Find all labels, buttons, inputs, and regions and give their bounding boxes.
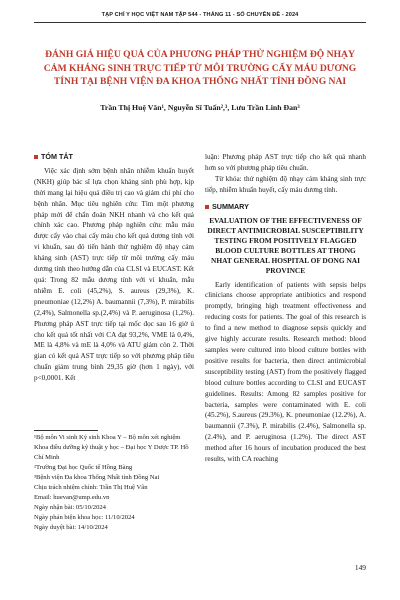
review-date: Ngày phản biện khoa học: 11/10/2024 [34, 514, 135, 521]
footnote-affiliation-2: ²Trường Đại học Quốc tế Hồng Bàng [34, 464, 133, 471]
abstract-heading: TÓM TẮT [34, 152, 194, 163]
english-title: EVALUATION OF THE EFFECTIVENESS OF DIRECT ANTIMICROBIAL SUSCEPTIBILITY TESTING FROM POSITIVELY FLAGGED BLOOD CULTURE BOTTLES AT THONG NHAT GENERAL HOSPITAL OF DONG NAI PROVINCE [207, 215, 364, 275]
summary-heading: SUMMARY [205, 202, 366, 213]
footnote-affiliation-1: ¹Bộ môn Vi sinh Ký sinh Khoa Y – Bộ môn xét nghiệm Khoa điều dưỡng kỹ thuật y học – Đại học Y Dược TP. Hồ Chí Minh [34, 434, 189, 461]
right-column [205, 152, 366, 465]
abstract-en-text: Early identification of patients with sepsis helps clinicians choose appropriate antibiotics and respond promptly, bringing high treatment effectiveness and reducing costs for patients. The goal of this research is to find a new method to diagnose sepsis quickly and give highly accurate results. Research method: blood samples were cultured into blood culture bottles with positive results for bacteria, then direct antimicrobial susceptibility testing (AST) from the positively flagged blood culture bottles according to CLSI and EUCAST guidelines. Results: Among 82 samples positive for bacteria, samples were contaminated with E. coli (45.2%), S.aureus (29.3%), K. pneumoniae (12.2%), A. baumannii (7.3%), P. mirabilis (2.4%), Salmonella sp. (2.4%), and P. aeruginosa (1.2%). The direct AST method after 16 hours of incubation produced the best results, with CA reaching [205, 280, 366, 464]
abstract-vi-text: Việc xác định sớm bệnh nhân nhiễm khuẩn huyết (NKH) giúp bác sĩ lựa chọn kháng sinh phù hợp, kịp thời mang lại hiệu quả điều trị cao và giảm chi phí cho bệnh nhân. Mục tiêu nghiên cứu: Tìm một phương pháp mới để chẩn đoán NKH nhanh và cho kết quả chính xác cao. Phương pháp nghiên cứu: mẫu máu được cấy vào chai cấy máu cho kết quả dương tính với vi khuẩn, sau đó tiến hành thử nghiệm độ nhạy cảm kháng sinh (AST) trực tiếp từ môi trường cấy máu dương tính theo hướng dẫn của CLSI và EUCAST. Kết quả: Trong 82 mẫu dương tính với vi khuẩn, mẫu nhiễm E. coli (45,2%), S. aureus (29,3%), K. pneumoniae (12,2%) A. baumannii (7,3%), P. mirabilis (2,4%), Salmonella sp.(2,4%) và P. aeruginosa (1,2%). Phương pháp AST trực tiếp tại mốc đọc sau 16 giờ ủ cho kết quả tốt nhất với CA đạt 93,2%, VME là 0,4%, ME là 4,8% và mE là 4,0% và ATU giảm còn 2. Thời gian có kết quả AST trực tiếp so với phương pháp tiêu chuẩn giảm trung bình 29,35 giờ (hơn 1 ngày), với p<0,0001. Kết [34, 166, 194, 383]
corresponding-author: Chịu trách nhiệm chính: Trần Thị Huệ Vân [34, 484, 148, 491]
article-title: ĐÁNH GIÁ HIỆU QUẢ CỦA PHƯƠNG PHÁP THỬ NGHIỆM ĐỘ NHẠY CẢM KHÁNG SINH TRỰC TIẾP TỪ MÔI TRƯỜNG CẤY MÁU DƯƠNG TÍNH TẠI BỆNH VIỆN ĐA KHOA THỐNG NHẤT TỈNH ĐỒNG NAI [43, 49, 357, 87]
header-rule [34, 22, 366, 23]
footnote-rule [34, 430, 98, 431]
page-number: 149 [354, 563, 366, 572]
footnote-affiliation-3: ³Bệnh viện Đa khoa Thống Nhất tỉnh Đồng Nai [34, 474, 160, 481]
square-bullet-icon [205, 205, 209, 209]
square-bullet-icon [34, 155, 38, 159]
conclusion-text: luận: Phương pháp AST trực tiếp cho kết quả nhanh hơn so với phương pháp tiêu chuẩn. [205, 153, 366, 172]
running-head: TẠP CHÍ Y HỌC VIỆT NAM TẬP 544 - THÁNG 11 - SỐ CHUYÊN ĐỀ - 2024 [101, 12, 299, 18]
keywords-text: Từ khóa: thử nghiệm độ nhạy cảm kháng sinh trực tiếp, nhiễm khuẩn huyết, cấy máu dương tính. [205, 174, 366, 194]
accepted-date: Ngày duyệt bài: 14/10/2024 [34, 524, 108, 531]
left-column [34, 152, 194, 384]
received-date: Ngày nhận bài: 05/10/2024 [34, 504, 106, 511]
email: Email: huevan@ump.edu.vn [34, 494, 110, 501]
author-list: Trần Thị Huệ Vân¹, Nguyễn Sĩ Tuấn²,³, Lưu Trần Linh Đan³ [100, 103, 300, 112]
footnotes [34, 433, 194, 533]
